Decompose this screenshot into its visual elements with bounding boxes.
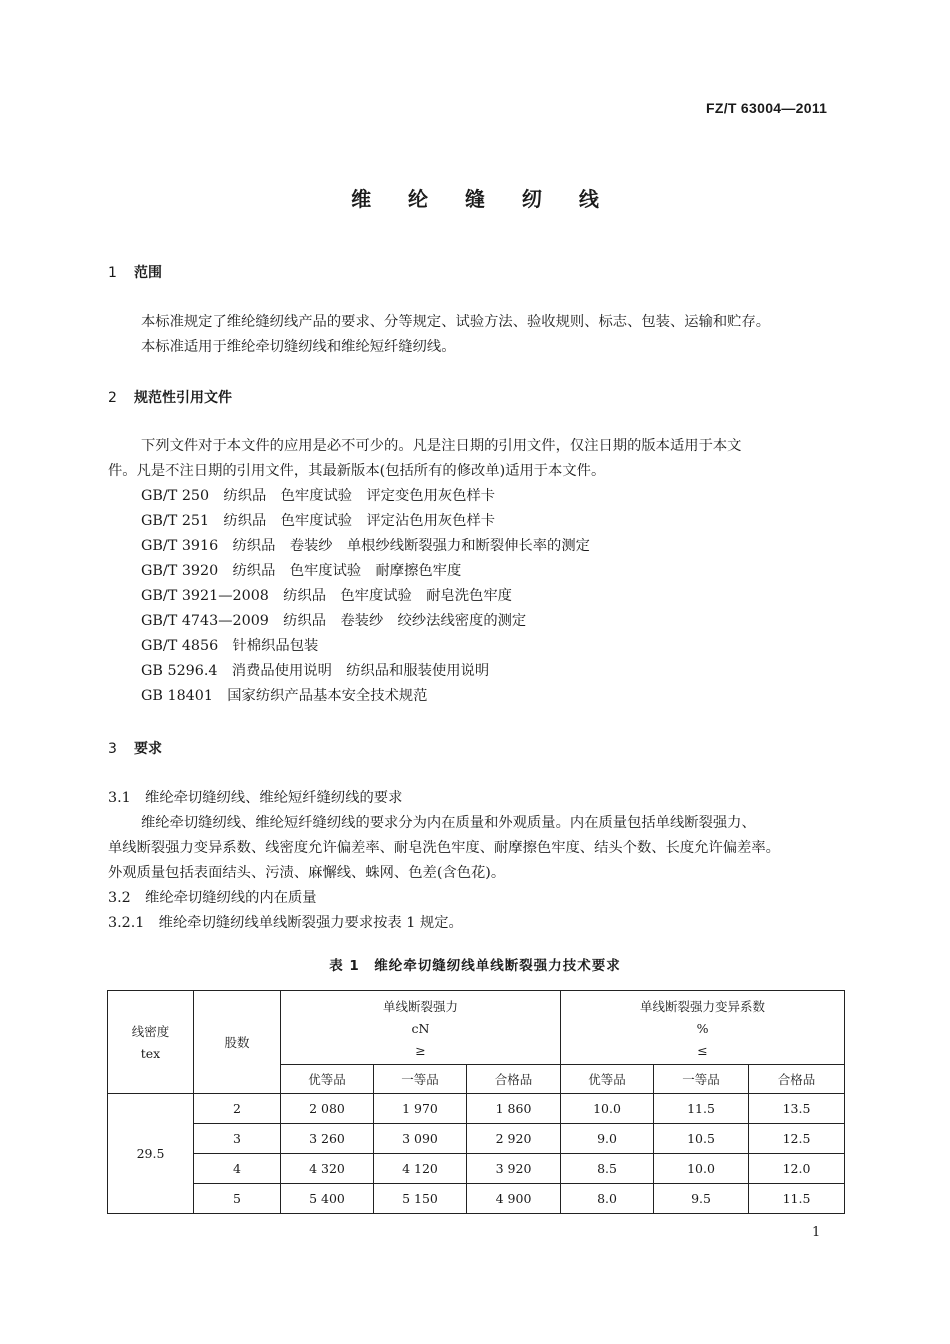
table-1-caption: 表 1 维纶牵切缝纫线单线断裂强力技术要求 — [329, 958, 621, 974]
table-row — [108, 1094, 845, 1124]
header-density-unit: tex — [140, 1046, 161, 1061]
clause-3-1-line-3: 外观质量包括表面结头、污渍、麻懈线、蛛网、色差(含色花)。 — [108, 865, 506, 881]
reference-item: GB/T 251 纺织品 色牢度试验 评定沾色用灰色样卡 — [141, 513, 496, 529]
clause-3-1-line-1: 维纶牵切缝纫线、维纶短纤缝纫线的要求分为内在质量和外观质量。内在质量包括单线断裂强力、 — [141, 815, 756, 831]
ply-cell: 4 — [194, 1154, 281, 1184]
strength-cell: 5 400 — [281, 1184, 374, 1214]
section-2-para-line-2: 件。凡是不注日期的引用文件，其最新版本(包括所有的修改单)适用于本文件。 — [108, 463, 606, 479]
cv-cell: 10.0 — [654, 1154, 749, 1184]
cv-cell: 8.5 — [561, 1154, 654, 1184]
header-strength-symbol: ≥ — [415, 1042, 426, 1058]
reference-item: GB/T 4856 针棉织品包装 — [141, 638, 319, 654]
section-2-title: 规范性引用文件 — [134, 390, 232, 406]
section-1-para-2: 本标准适用于维纶牵切缝纫线和维纶短纤缝纫线。 — [141, 339, 456, 355]
cv-cell: 11.5 — [654, 1094, 749, 1124]
cv-cell: 11.5 — [749, 1184, 845, 1214]
document-title: 维 纶 缝 纫 线 — [351, 187, 614, 211]
header-strength-unit: cN — [411, 1020, 430, 1036]
density-value: 29.5 — [108, 1094, 194, 1214]
grade-header: 优等品 — [561, 1065, 654, 1094]
page-number: 1 — [812, 1225, 821, 1240]
strength-cell: 3 090 — [374, 1124, 467, 1154]
strength-cell: 4 320 — [281, 1154, 374, 1184]
reference-item: GB 5296.4 消费品使用说明 纺织品和服装使用说明 — [141, 663, 490, 679]
reference-item: GB/T 250 纺织品 色牢度试验 评定变色用灰色样卡 — [141, 488, 496, 504]
cv-cell: 12.5 — [749, 1124, 845, 1154]
table-row — [108, 1124, 845, 1154]
section-1-heading — [108, 262, 162, 282]
cv-cell: 13.5 — [749, 1094, 845, 1124]
reference-item: GB 18401 国家纺织产品基本安全技术规范 — [141, 688, 428, 704]
standard-code: FZ/T 63004—2011 — [706, 100, 828, 116]
ply-cell: 5 — [194, 1184, 281, 1214]
ply-cell: 2 — [194, 1094, 281, 1124]
header-cv-group — [561, 991, 845, 1065]
table-row — [108, 1184, 845, 1214]
section-3-number: 3 — [108, 741, 117, 757]
strength-cell: 3 260 — [281, 1124, 374, 1154]
strength-cell: 1 860 — [467, 1094, 561, 1124]
ply-cell: 3 — [194, 1124, 281, 1154]
section-1-para-1: 本标准规定了维纶缝纫线产品的要求、分等规定、试验方法、验收规则、标志、包装、运输和贮存。 — [141, 314, 771, 330]
header-strength-group — [281, 991, 561, 1065]
table-row — [108, 1154, 845, 1184]
table-1 — [107, 990, 845, 1214]
strength-cell: 2 920 — [467, 1124, 561, 1154]
section-3-heading — [108, 738, 162, 758]
header-ply: 股数 — [194, 991, 281, 1094]
cv-cell: 12.0 — [749, 1154, 845, 1184]
reference-item: GB/T 3921—2008 纺织品 色牢度试验 耐皂洗色牢度 — [141, 588, 512, 604]
grade-header: 优等品 — [281, 1065, 374, 1094]
section-2-number: 2 — [108, 390, 117, 406]
strength-cell: 3 920 — [467, 1154, 561, 1184]
clause-3-2-heading: 3.2 维纶牵切缝纫线的内在质量 — [108, 890, 317, 906]
section-1-title: 范围 — [134, 265, 162, 281]
clause-3-2-1: 3.2.1 维纶牵切缝纫线单线断裂强力要求按表 1 规定。 — [108, 915, 463, 931]
cv-cell: 8.0 — [561, 1184, 654, 1214]
header-strength-label: 单线断裂强力 — [383, 998, 459, 1014]
grade-header: 合格品 — [467, 1065, 561, 1094]
cv-cell: 9.0 — [561, 1124, 654, 1154]
reference-item: GB/T 3916 纺织品 卷装纱 单根纱线断裂强力和断裂伸长率的测定 — [141, 538, 590, 554]
cv-cell: 9.5 — [654, 1184, 749, 1214]
header-cv-label: 单线断裂强力变异系数 — [640, 998, 766, 1014]
header-cv-symbol: ≤ — [697, 1042, 708, 1058]
strength-cell: 1 970 — [374, 1094, 467, 1124]
header-density — [108, 991, 194, 1094]
section-1-number: 1 — [108, 265, 117, 281]
cv-cell: 10.5 — [654, 1124, 749, 1154]
strength-cell: 4 120 — [374, 1154, 467, 1184]
grade-header: 合格品 — [749, 1065, 845, 1094]
strength-cell: 2 080 — [281, 1094, 374, 1124]
clause-3-1-line-2: 单线断裂强力变异系数、线密度允许偏差率、耐皂洗色牢度、耐摩擦色牢度、结头个数、长度允许偏差率。 — [108, 840, 780, 856]
section-2-heading — [108, 387, 232, 407]
reference-item: GB/T 3920 纺织品 色牢度试验 耐摩擦色牢度 — [141, 563, 462, 579]
header-density-label: 线密度 — [131, 1024, 170, 1039]
cv-cell: 10.0 — [561, 1094, 654, 1124]
section-3-title: 要求 — [134, 741, 162, 757]
strength-cell: 5 150 — [374, 1184, 467, 1214]
strength-cell: 4 900 — [467, 1184, 561, 1214]
clause-3-1-heading: 3.1 维纶牵切缝纫线、维纶短纤缝纫线的要求 — [108, 790, 403, 806]
header-cv-unit: % — [696, 1020, 709, 1036]
reference-item: GB/T 4743—2009 纺织品 卷装纱 绞纱法线密度的测定 — [141, 613, 527, 629]
grade-header: 一等品 — [654, 1065, 749, 1094]
section-2-para-line-1: 下列文件对于本文件的应用是必不可少的。凡是注日期的引用文件，仅注日期的版本适用于本文 — [141, 438, 742, 454]
grade-header: 一等品 — [374, 1065, 467, 1094]
